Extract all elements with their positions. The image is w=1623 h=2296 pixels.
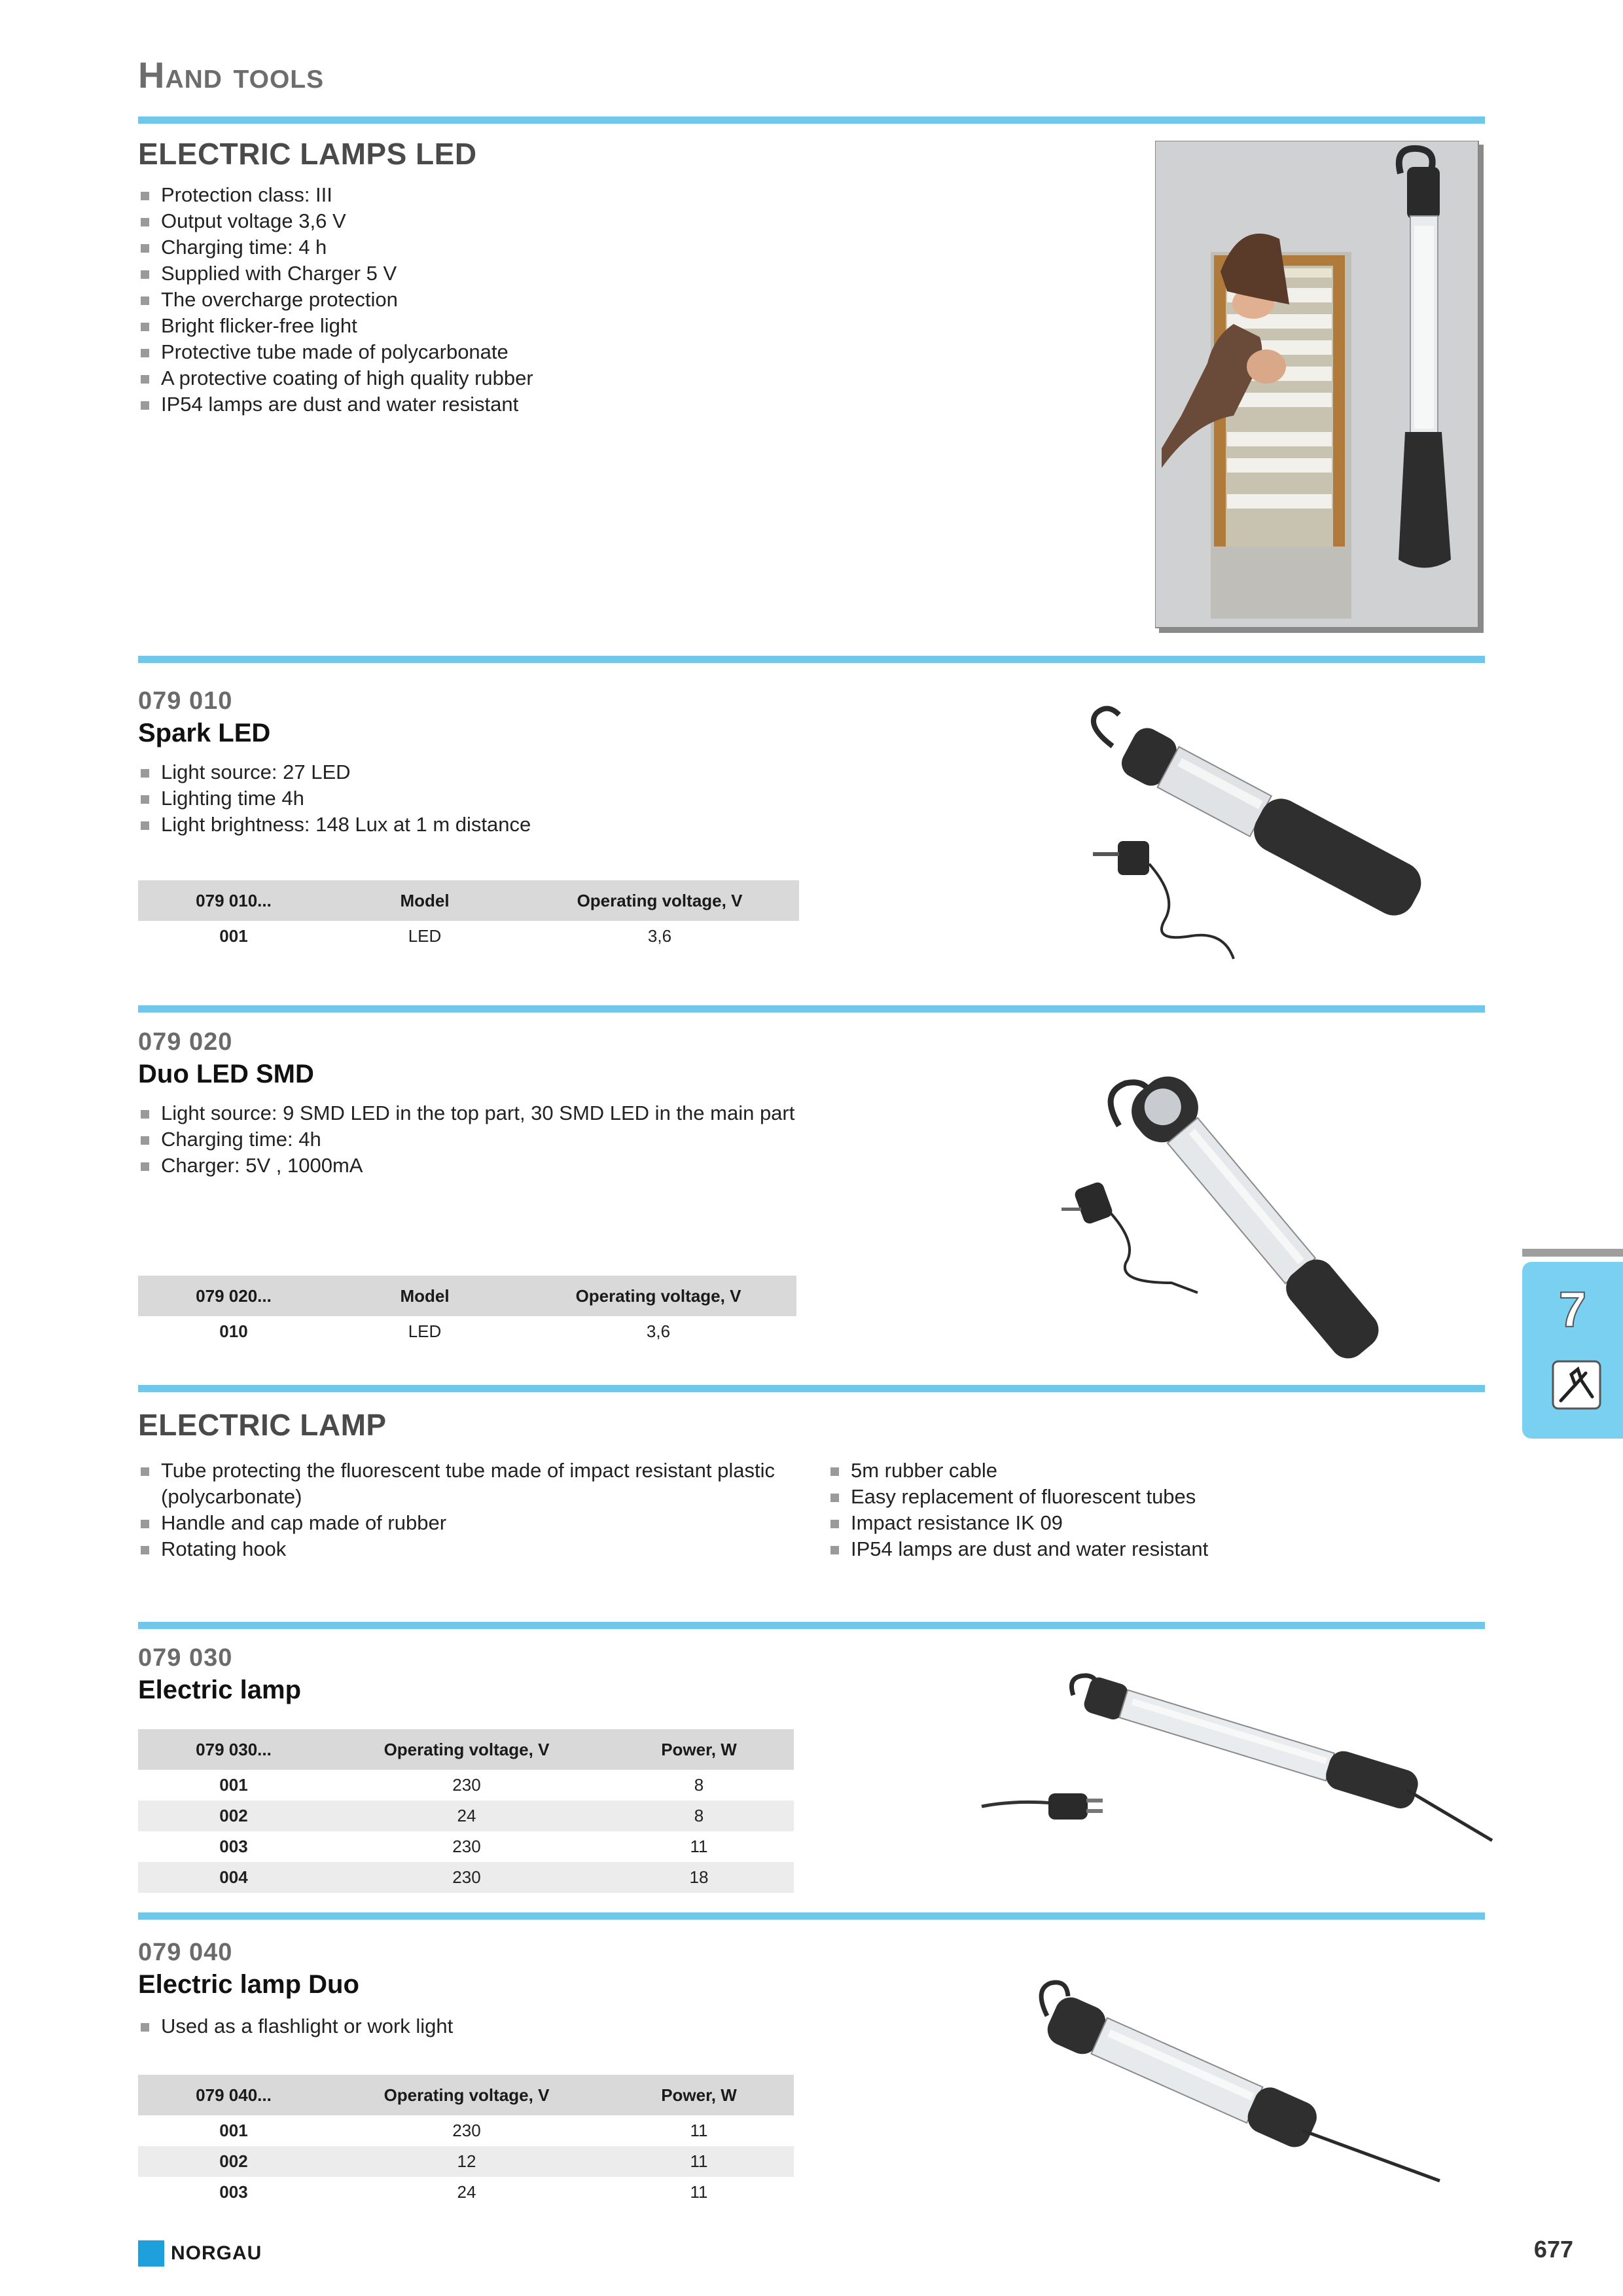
section-divider bbox=[138, 656, 1485, 663]
table-cell: 002 bbox=[138, 1801, 329, 1831]
side-tab-top-bar bbox=[1522, 1249, 1623, 1257]
duo-led-feature-list bbox=[138, 1100, 923, 1179]
spark-feature-list bbox=[138, 759, 858, 838]
led-feature-list bbox=[138, 182, 727, 418]
section-title-led: ELECTRIC LAMPS LED bbox=[138, 137, 477, 171]
table-cell: 003 bbox=[219, 1837, 248, 1856]
table-cell: 12 bbox=[329, 2146, 604, 2177]
section-divider bbox=[138, 1385, 1485, 1392]
spec-table-079040 bbox=[138, 2075, 794, 2208]
table-cell: 230 bbox=[452, 1837, 481, 1856]
list-item: Light source: 27 LED bbox=[138, 759, 858, 785]
table-row bbox=[138, 1801, 794, 1831]
product-code: 079 040 bbox=[138, 1939, 233, 1966]
table-header-row bbox=[138, 2075, 794, 2115]
column-header: 079 020... bbox=[138, 1276, 329, 1316]
table-cell: 24 bbox=[329, 1801, 604, 1831]
list-item: Rotating hook bbox=[138, 1536, 779, 1562]
table-cell: 002 bbox=[138, 2146, 329, 2177]
table-cell: 8 bbox=[694, 1775, 704, 1795]
lamp-feature-list-left bbox=[138, 1458, 779, 1562]
table-cell: 004 bbox=[138, 1862, 329, 1893]
electric-lamp-duo-image bbox=[1021, 1970, 1453, 2186]
column-header: Operating voltage, V bbox=[329, 1729, 604, 1770]
section-divider bbox=[138, 1005, 1485, 1013]
table-cell: 3,6 bbox=[646, 1321, 671, 1341]
table-header-row bbox=[138, 880, 799, 921]
pliers-icon bbox=[1552, 1360, 1601, 1410]
page-header: Hand tools bbox=[138, 54, 325, 96]
spec-table-079010 bbox=[138, 880, 799, 952]
table-row bbox=[138, 921, 799, 952]
list-item: Used as a flashlight or work light bbox=[138, 2013, 727, 2039]
column-header: Operating voltage, V bbox=[520, 880, 799, 921]
list-item: Output voltage 3,6 V bbox=[138, 208, 727, 234]
column-header: Model bbox=[329, 880, 520, 921]
list-item: The overcharge protection bbox=[138, 287, 727, 313]
column-header: Operating voltage, V bbox=[520, 1276, 796, 1316]
table-cell: 18 bbox=[604, 1862, 794, 1893]
table-row bbox=[138, 1831, 794, 1862]
table-cell: 010 bbox=[219, 1321, 248, 1341]
product-name: Electric lamp bbox=[138, 1676, 302, 1704]
brand-logo-mark bbox=[138, 2240, 164, 2267]
table-cell: 230 bbox=[329, 1862, 604, 1893]
table-cell: 230 bbox=[452, 2121, 481, 2140]
table-cell: 230 bbox=[452, 1775, 481, 1795]
list-item: IP54 lamps are dust and water resistant bbox=[828, 1536, 1417, 1562]
column-header: Power, W bbox=[604, 2075, 794, 2115]
spec-table-079030 bbox=[138, 1729, 794, 1893]
table-cell: 11 bbox=[690, 1837, 708, 1856]
product-code: 079 010 bbox=[138, 687, 233, 715]
list-item: Charging time: 4h bbox=[138, 1126, 923, 1153]
list-item: Bright flicker-free light bbox=[138, 313, 727, 339]
chapter-number: 7 bbox=[1558, 1282, 1587, 1338]
table-cell: 11 bbox=[690, 2121, 708, 2140]
lamp-feature-list-right bbox=[828, 1458, 1417, 1562]
table-cell: 001 bbox=[219, 1775, 248, 1795]
list-item: Protection class: III bbox=[138, 182, 727, 208]
list-item: Easy replacement of fluorescent tubes bbox=[828, 1484, 1417, 1510]
column-header: Operating voltage, V bbox=[329, 2075, 604, 2115]
list-item: Lighting time 4h bbox=[138, 785, 858, 812]
list-item: Protective tube made of polycarbonate bbox=[138, 339, 727, 365]
page-number: 677 bbox=[1533, 2236, 1573, 2263]
table-row bbox=[138, 2177, 794, 2208]
table-cell: 003 bbox=[219, 2182, 248, 2202]
table-cell: 001 bbox=[219, 2121, 248, 2140]
list-item: Light source: 9 SMD LED in the top part, 30 SMD LED in the main part bbox=[138, 1100, 923, 1126]
list-item: Light brightness: 148 Lux at 1 m distance bbox=[138, 812, 858, 838]
column-header: Model bbox=[329, 1276, 520, 1316]
table-row bbox=[138, 2115, 794, 2146]
table-cell: 8 bbox=[604, 1801, 794, 1831]
section-title-electric-lamp: ELECTRIC LAMP bbox=[138, 1408, 387, 1442]
table-cell: 11 bbox=[604, 2146, 794, 2177]
product-code: 079 020 bbox=[138, 1028, 233, 1056]
table-row bbox=[138, 1770, 794, 1801]
list-item: IP54 lamps are dust and water resistant bbox=[138, 391, 727, 418]
section-divider bbox=[138, 1622, 1485, 1629]
table-row bbox=[138, 1316, 796, 1347]
list-item: Charger: 5V , 1000mA bbox=[138, 1153, 923, 1179]
table-cell: LED bbox=[408, 1321, 442, 1341]
list-item: Charging time: 4 h bbox=[138, 234, 727, 260]
column-header: 079 030... bbox=[138, 1729, 329, 1770]
column-header: 079 010... bbox=[138, 880, 329, 921]
chapter-tab[interactable] bbox=[1522, 1262, 1623, 1439]
table-cell: 24 bbox=[457, 2182, 476, 2202]
fusebox-photo bbox=[1155, 141, 1484, 633]
list-item: Handle and cap made of rubber bbox=[138, 1510, 779, 1536]
list-item: 5m rubber cable bbox=[828, 1458, 1417, 1484]
table-header-row bbox=[138, 1276, 796, 1316]
lamp-duo-feature-list bbox=[138, 2013, 727, 2039]
header-rule bbox=[138, 117, 1485, 124]
list-item: Tube protecting the fluorescent tube made of impact resistant plastic (polycarbonate) bbox=[138, 1458, 779, 1510]
product-code: 079 030 bbox=[138, 1644, 233, 1672]
product-name: Spark LED bbox=[138, 719, 271, 747]
electric-lamp-image bbox=[975, 1669, 1499, 1865]
brand-name: NORGAU bbox=[171, 2242, 262, 2264]
spark-led-image bbox=[1067, 700, 1472, 975]
table-cell: 11 bbox=[690, 2182, 708, 2202]
table-row bbox=[138, 1862, 794, 1893]
table-cell: 3,6 bbox=[647, 926, 672, 946]
footer-brand bbox=[138, 2240, 262, 2267]
table-cell: 001 bbox=[219, 926, 248, 946]
column-header: Power, W bbox=[604, 1729, 794, 1770]
column-header: 079 040... bbox=[138, 2075, 329, 2115]
product-name: Duo LED SMD bbox=[138, 1060, 314, 1088]
list-item: Supplied with Charger 5 V bbox=[138, 260, 727, 287]
table-header-row bbox=[138, 1729, 794, 1770]
spec-table-079020 bbox=[138, 1276, 796, 1347]
list-item: A protective coating of high quality rubber bbox=[138, 365, 727, 391]
section-divider bbox=[138, 1912, 1485, 1920]
duo-led-smd-image bbox=[1060, 1054, 1453, 1361]
table-cell: LED bbox=[408, 926, 442, 946]
list-item: Impact resistance IK 09 bbox=[828, 1510, 1417, 1536]
product-name: Electric lamp Duo bbox=[138, 1970, 359, 1999]
table-row bbox=[138, 2146, 794, 2177]
